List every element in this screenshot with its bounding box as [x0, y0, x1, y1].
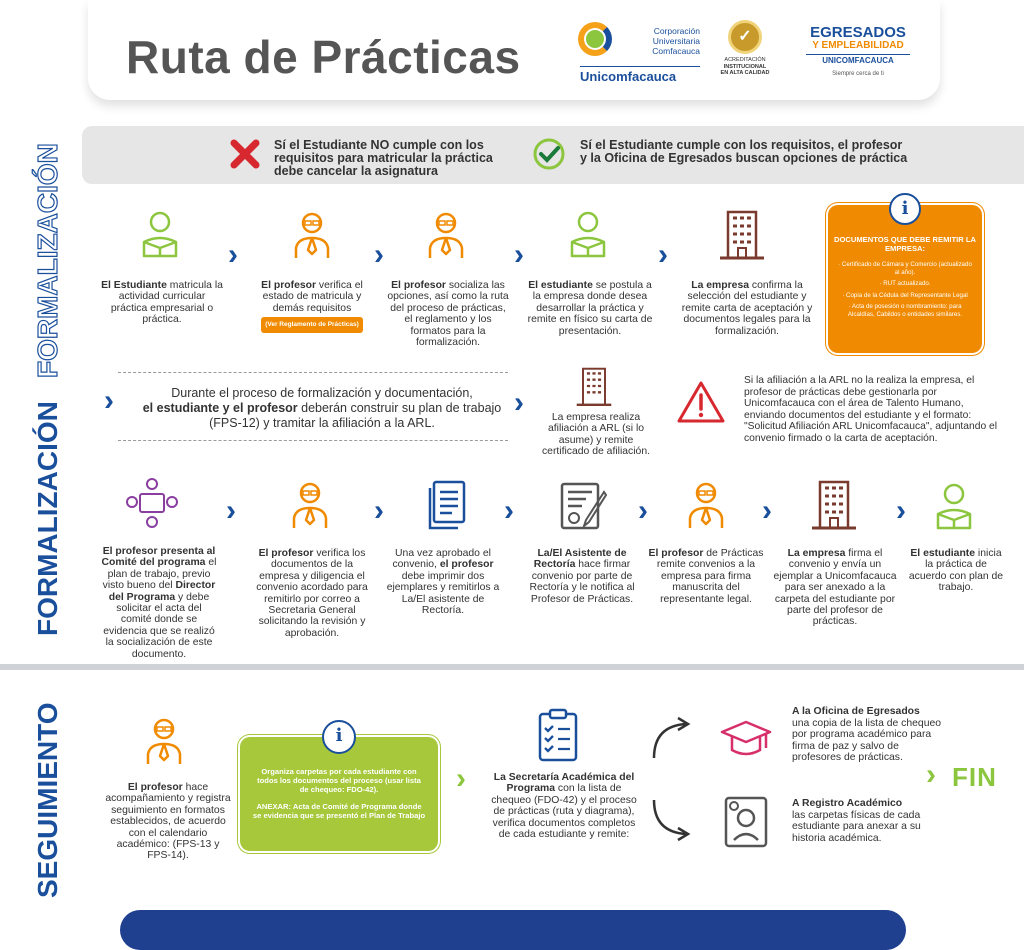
- student-reading-icon: [926, 478, 982, 534]
- chevron-right-icon: ›: [226, 494, 236, 527]
- fin-label: FIN: [952, 762, 997, 792]
- professor-icon: [136, 712, 192, 768]
- chevron-right-icon: ›: [896, 494, 906, 527]
- curved-arrow-down-icon: [648, 798, 694, 842]
- professor-icon: [678, 476, 734, 532]
- warning-icon: [676, 380, 726, 424]
- building-icon: [714, 206, 770, 262]
- row3-step6: La empresa firma el convenio y envía un ejemplar a Unicomfacauca para ser anexado a la carpeta del estudiante por parte del profesor de prácticas.: [773, 548, 897, 628]
- egresados-step: A la Oficina de Egresados una copia de la lista de chequeo por programa académico para firma de paz y salvo de profesores de prácticas.: [792, 706, 942, 764]
- chevron-right-icon: ›: [104, 384, 114, 417]
- documents-heading: DOCUMENTOS QUE DEBE REMITIR LA EMPRESA:: [833, 235, 977, 253]
- row1-step3: El profesor socializa las opciones, así como la ruta del proceso de prácticas, el reglamento y los formatos para la formalización.: [387, 280, 509, 349]
- acr-line-2: INSTITUCIONAL: [723, 63, 767, 70]
- student-reading-icon: [560, 206, 616, 262]
- info-icon: i: [322, 720, 356, 754]
- chevron-right-icon: ›: [762, 494, 772, 527]
- eg-line-4: Siempre cerca de ti: [832, 71, 884, 77]
- registro-step: A Registro Académico las carpetas físicas de cada estudiante para anexar a su historia académica.: [792, 798, 921, 844]
- chevron-right-icon: ›: [658, 238, 668, 271]
- row1-step1: El Estudiante matricula la actividad curricular práctica empresarial o práctica.: [101, 280, 223, 326]
- document-stack-icon: [418, 478, 474, 534]
- eg-line-1: EGRESADOS: [810, 24, 906, 41]
- logo-ball-icon: [586, 30, 604, 48]
- egresados-logo: [806, 26, 910, 77]
- dashed-divider: [118, 440, 508, 441]
- checklist-icon: [530, 708, 586, 764]
- anexar-text: ANEXAR: Acta de Comité de Programa donde se evidencia que se presentó el Plan de Trabajo: [252, 802, 426, 820]
- chevron-right-icon: ›: [514, 386, 524, 419]
- acr-line-1: ACREDITACIÓN: [724, 57, 766, 63]
- document-item: · Certificado de Cámara y Comercio (actualizado al año).: [838, 261, 972, 276]
- acreditacion-logo: [712, 20, 778, 92]
- document-item: · Acta de posesión o nombramiento: para Alcaldías, Cabildos o entidades similares.: [847, 303, 963, 318]
- chevron-right-icon: ›: [228, 238, 238, 271]
- logo-line-3: Comfacauca: [652, 46, 700, 56]
- profile-document-icon: [718, 794, 774, 850]
- requirement-no-cumple: Sí el Estudiante NO cumple con los requisitos para matricular la práctica debe cancelar la asignatura: [274, 138, 493, 178]
- student-reading-icon: [132, 206, 188, 262]
- side-label-formalizacion-outline: FORMALIZACIÓN: [32, 143, 63, 378]
- unicomfacauca-logo: [578, 22, 700, 90]
- plan-de-trabajo-text: Durante el proceso de formalización y documentación, el estudiante y el profesor deberán construir su plan de trabajo (FPS-12) y tramitar la afiliación a la ARL.: [142, 386, 502, 430]
- carpetas-text: Organiza carpetas por cada estudiante con todos los documentos del proceso (usar lista de chequeo: FDO-42).: [257, 767, 421, 794]
- logo-line-2: Universitaria: [652, 36, 700, 46]
- row3-step3: Una vez aprobado el convenio, el profesor debe imprimir dos ejemplares y remitirlos a La/El asistente de Rectoría.: [386, 548, 500, 617]
- row3-step4: La/El Asistente de Rectoría hace firmar convenio por parte de Rectoría y le notifica al Profesor de Prácticas.: [529, 548, 635, 605]
- dashed-divider: [118, 372, 508, 373]
- check-circle-icon: [532, 137, 566, 171]
- row1-step2: El profesor verifica el estado de matricula y demás requisitos (Ver Reglamento de Prácticas): [250, 280, 374, 333]
- seal-icon: ✓: [728, 20, 762, 54]
- chevron-right-icon: ›: [514, 238, 524, 271]
- building-icon: [572, 364, 616, 408]
- row1-step5: La empresa confirma la selección del estudiante y remite carta de aceptación y documentos legales para la formalización.: [681, 280, 813, 337]
- acr-line-3: EN ALTA CALIDAD: [720, 70, 770, 76]
- professor-icon: [418, 206, 474, 262]
- building-icon: [806, 476, 862, 532]
- reglamento-tag[interactable]: (Ver Reglamento de Prácticas): [261, 317, 363, 332]
- professor-icon: [282, 476, 338, 532]
- committee-meeting-icon: [124, 476, 180, 532]
- chevron-right-icon: ›: [638, 494, 648, 527]
- cross-icon: [230, 139, 260, 169]
- document-item: · RUT actualizado.: [879, 280, 931, 288]
- graduation-cap-icon: [718, 712, 774, 768]
- chevron-right-icon: ›: [504, 494, 514, 527]
- eg-line-3: UNICOMFACAUCA: [806, 54, 910, 65]
- seguimiento-profesor: El profesor hace acompañamiento y registra seguimiento en formatos establecidos, de acuerdo con el calendario académico: (FPS-13 y FPS-14).: [105, 782, 231, 862]
- side-label-formalizacion: FORMALIZACIÓN: [32, 401, 63, 636]
- professor-icon: [284, 206, 340, 262]
- section-divider: [0, 664, 1024, 670]
- carpetas-box: [240, 737, 438, 851]
- row1-step4: El estudiante se postula a la empresa donde desea desarrollar la práctica y remite en físico su carta de presentación.: [527, 280, 653, 337]
- chevron-right-icon: ›: [456, 762, 466, 795]
- eg-line-2: Y EMPLEABILIDAD: [812, 40, 904, 51]
- row3-step1: El profesor presenta al Comité del programa el plan de trabajo, previo visto bueno del Director del Programa y debe solicitar el acta del comité donde se evidencia que se realizó la socialización de este documento.: [101, 546, 217, 660]
- curved-arrow-up-icon: [648, 716, 694, 760]
- bottom-bar: [120, 910, 906, 950]
- arl-warning-text: Si la afiliación a la ARL no la realiza la empresa, el profesor de prácticas debe gestionarla por Unicomfacauca con el área de Talento Humano, enviando documentos del estudiante y el formato: "Solicitud Afiliación ARL Unicomfacauca", adjuntando el convenio firmado o la carta de aceptación.: [744, 375, 998, 444]
- info-icon: i: [889, 193, 921, 225]
- document-item: · Copia de la Cédula del Representante Legal: [842, 291, 968, 299]
- signed-contract-icon: [556, 478, 612, 534]
- secretaria-step: La Secretaría Académica del Programa con la lista de chequeo (FDO-42) y el proceso de prácticas (ruta y diagrama), verifica documentos completos de cada estudiante y remite:: [491, 772, 637, 841]
- logo-name: Unicomfacauca: [580, 66, 700, 84]
- documents-box: [828, 205, 982, 353]
- page-title: Ruta de Prácticas: [126, 31, 521, 83]
- row3-step5: El profesor de Prácticas remite convenios a la empresa para firma manuscrita del representante legal.: [648, 548, 764, 605]
- chevron-right-icon: ›: [926, 758, 936, 791]
- requirement-cumple: Sí el Estudiante cumple con los requisitos, el profesor y la Oficina de Egresados buscan opciones de práctica: [580, 138, 908, 165]
- chevron-right-icon: ›: [374, 494, 384, 527]
- arl-step: La empresa realiza afiliación a ARL (si lo asume) y remite certificado de afiliación.: [541, 412, 650, 458]
- chevron-right-icon: ›: [374, 238, 384, 271]
- row3-step7: El estudiante inicia la práctica de acuerdo con plan de trabajo.: [908, 548, 1004, 594]
- row3-step2: El profesor verifica los documentos de la empresa y diligencia el convenio acordado para remitirlo por correo a Secretaria General solicitando la revisión y aprobación.: [256, 548, 368, 639]
- side-label-seguimiento: SEGUIMIENTO: [32, 702, 63, 898]
- logo-line-1: Corporación: [653, 26, 700, 36]
